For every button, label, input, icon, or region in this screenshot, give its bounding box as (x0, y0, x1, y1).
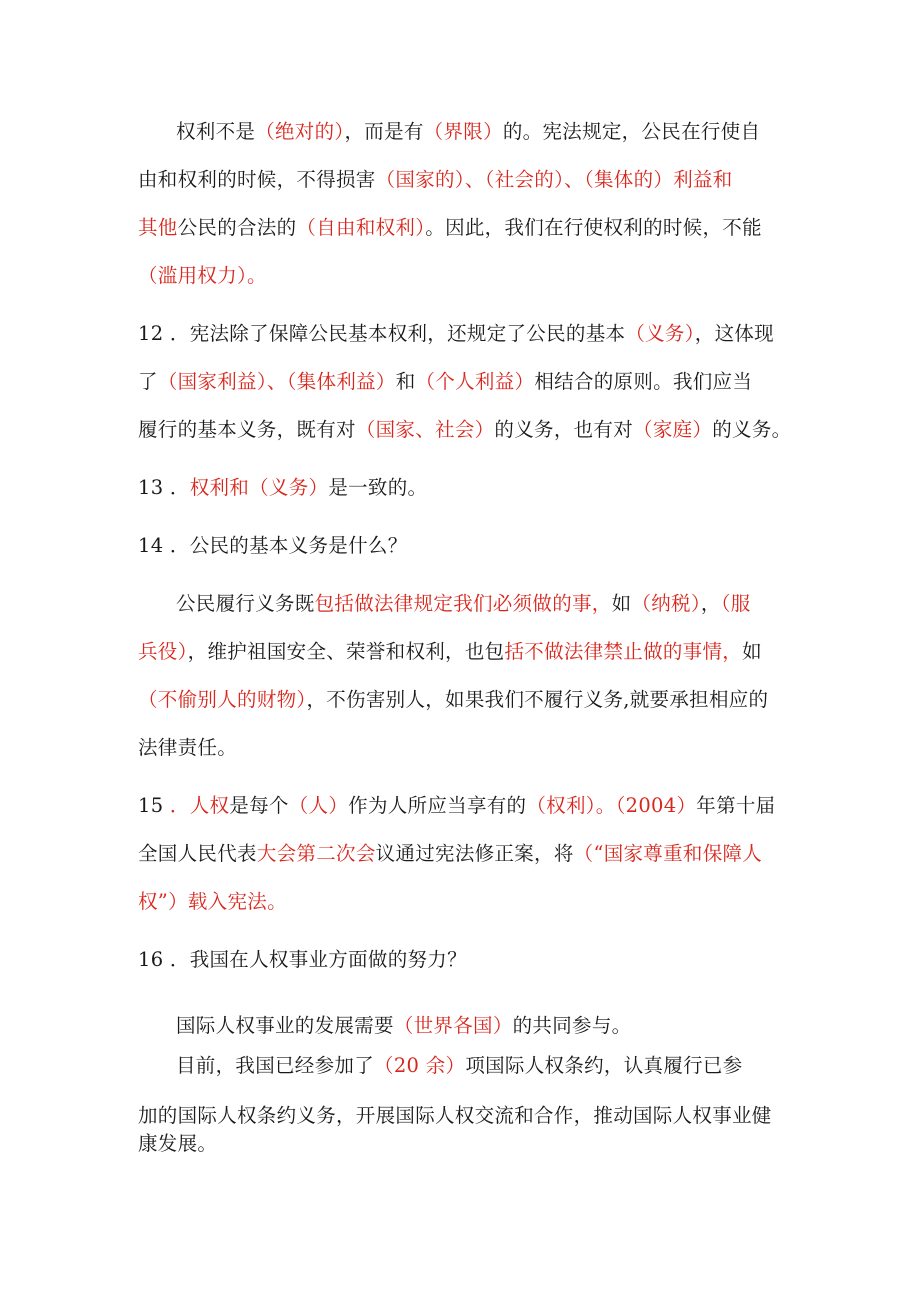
body-text: ， (700, 592, 721, 615)
highlighted-text: ．人权 (169, 794, 230, 817)
highlighted-text: （自由和权利） (296, 216, 426, 239)
body-text: 由和权利的时候，不得损害 (138, 168, 376, 191)
body-text: 项国际人权条约，认真履行已参 (465, 1054, 743, 1077)
body-text: 公民的合法的 (177, 216, 297, 239)
highlighted-text: （“国家尊重和保障人 (573, 842, 763, 865)
item-12-line-2 (138, 368, 752, 396)
para-rights-limits-line-2 (138, 166, 733, 194)
item-15-line-3 (138, 888, 287, 916)
body-text: 国际人权事业的发展需要 (176, 1014, 394, 1037)
body-text: 议通过宪法修正案，将 (375, 842, 574, 865)
body-text: 如 (742, 640, 762, 663)
body-text: ，不伤害别人，如果我们不履行义务,就要承担相应的 (306, 688, 769, 711)
highlighted-text: （国家利益）、（集体利益） (157, 370, 396, 393)
body-text: ，这体现 (694, 322, 774, 345)
body-text: 12 ．宪法除了保障公民基本权利，还规定了公民的基本 (138, 322, 626, 345)
highlighted-text: 包括做法律规定我们必须做的事， (314, 592, 612, 615)
highlighted-text: （义务） (625, 322, 695, 345)
highlighted-text: （个人利益） (415, 370, 535, 393)
highlighted-text: （权利）。（2004） (526, 794, 697, 817)
highlighted-text: （世界各国） (393, 1014, 513, 1037)
highlighted-text: 括不做法律禁止做的事情， (504, 640, 743, 663)
body-text: 加的国际人权条约义务，开展国际人权交流和合作，推动国际人权事业健 (138, 1104, 772, 1127)
body-text: 法律责任。 (138, 736, 238, 759)
body-text: 的。宪法规定，公民在行使自 (502, 120, 761, 143)
highlighted-text: 其他 (138, 216, 178, 239)
item-12-line-3 (138, 416, 791, 444)
highlighted-text: （服 (720, 592, 751, 615)
body-text: 14 ．公民的基本义务是什么？ (138, 534, 408, 557)
highlighted-text: 权利和（义务） (189, 476, 329, 499)
item-16-question (138, 946, 467, 974)
body-text: 履行的基本义务，既有对 (138, 418, 356, 441)
body-text: 作为人所应当享有的 (348, 794, 527, 817)
item-16-answer-line-1 (176, 1012, 631, 1040)
highlighted-text: 大会第二次会 (256, 842, 376, 865)
highlighted-text: 权”）载入宪法。 (138, 890, 287, 913)
highlighted-text: （国家的）、（社会的）、（集体的）利益和 (375, 168, 733, 191)
highlighted-text: （家庭） (633, 418, 713, 441)
body-text: 是一致的。 (328, 476, 428, 499)
body-text: 。因此，我们在行使权利的时候，不能 (425, 216, 762, 239)
body-text: 的义务。 (712, 418, 792, 441)
highlighted-text: （20 余） (374, 1054, 466, 1077)
body-text: 年第十届 (696, 794, 776, 817)
item-14-answer-line-1 (176, 590, 751, 618)
body-text: 相结合的原则。我们应当 (534, 370, 753, 393)
highlighted-text: （不偷别人的财物） (138, 688, 307, 711)
item-12-line-1 (138, 320, 774, 348)
item-14-answer-line-2 (138, 638, 762, 666)
para-rights-limits-line-4 (138, 262, 267, 290)
body-text: 全国人民代表 (138, 842, 257, 865)
body-text: 公民履行义务既 (176, 592, 315, 615)
body-text: 权利不是 (176, 120, 256, 143)
para-rights-limits-line-1 (176, 118, 760, 146)
body-text: 13 ． (138, 476, 190, 499)
item-14-question (138, 532, 408, 560)
item-13 (138, 474, 427, 502)
body-text: 15 (138, 794, 170, 817)
body-text: 和 (395, 370, 416, 393)
item-16-answer-line-3 (138, 1102, 772, 1130)
item-15-line-1 (138, 792, 775, 820)
item-16-answer-line-4 (138, 1130, 217, 1158)
body-text: 目前，我国已经参加了 (176, 1054, 375, 1077)
highlighted-text: 兵役） (138, 640, 188, 663)
highlighted-text: （绝对的） (255, 120, 345, 143)
body-text: 的义务，也有对 (494, 418, 634, 441)
body-text: 如 (611, 592, 632, 615)
body-text: ，维护祖国安全、荣誉和权利，也包 (187, 640, 505, 663)
body-text: 是每个 (229, 794, 289, 817)
highlighted-text: （人） (288, 794, 349, 817)
item-15-line-2 (138, 840, 762, 868)
body-text: 了 (138, 370, 158, 393)
highlighted-text: （滥用权力）。 (138, 264, 267, 287)
body-text: 16 ．我国在人权事业方面做的努力？ (138, 948, 467, 971)
item-14-answer-line-3 (138, 686, 768, 714)
body-text: 的共同参与。 (512, 1014, 632, 1037)
highlighted-text: （界限） (423, 120, 503, 143)
highlighted-text: （纳税） (631, 592, 701, 615)
highlighted-text: （国家、社会） (355, 418, 495, 441)
body-text: ，而是有 (344, 120, 424, 143)
para-rights-limits-line-3 (138, 214, 762, 242)
item-14-answer-line-4 (138, 734, 237, 762)
item-16-answer-line-2 (176, 1052, 743, 1080)
body-text: 康发展。 (138, 1132, 218, 1155)
